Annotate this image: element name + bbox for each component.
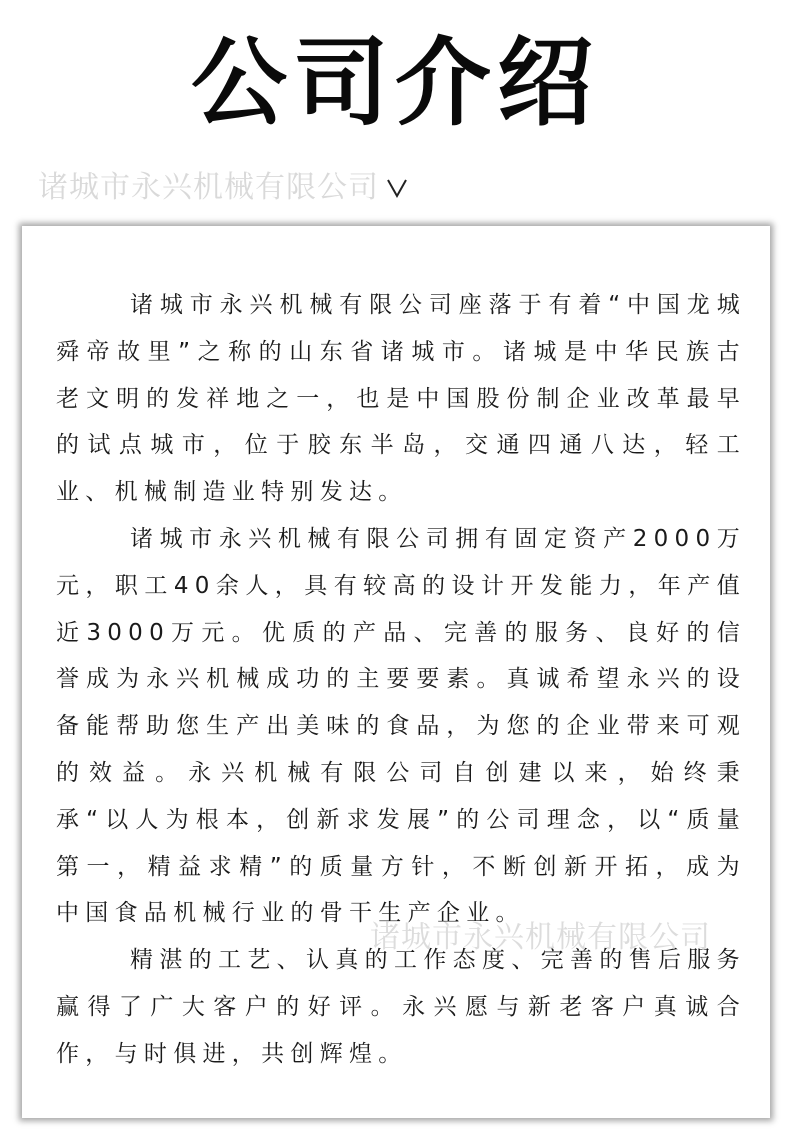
intro-text <box>56 282 746 1078</box>
page-title: 公司介绍 <box>191 27 599 139</box>
intro-card <box>22 226 770 1118</box>
paragraph-location: 诸城市永兴机械有限公司座落于有着“中国龙城舜帝故里”之称的山东省诸城市。诸城是中华民族古老文明的发祥地之一，也是中国股份制企业改革最早的试点城市，位于胶东半岛，交通四通八达，轻工业、机械制造业特别发达。 <box>56 292 746 506</box>
paragraph-company: 诸城市永兴机械有限公司拥有固定资产2000万元，职工40余人，具有较高的设计开发能力，年产值近3000万元。优质的产品、完善的服务、良好的信誉成为永兴机械成功的主要要素。真诚希望永兴的设备能帮助您生产出美味的食品，为您的企业带来可观的效益。永兴机械有限公司自创建以来，始终秉承“以人为根本，创新求发展”的公司理念，以“质量第一，精益求精”的质量方针，不断创新开拓，成为中国食品机械行业的骨干生产企业。 <box>56 525 746 927</box>
chevron-down-icon <box>386 176 408 200</box>
paragraph-service: 精湛的工艺、认真的工作态度、完善的售后服务赢得了广大客户的好评。永兴愿与新老客户真诚合作，与时俱进，共创辉煌。 <box>56 947 746 1067</box>
watermark-overlay: 诸城市永兴机械有限公司 <box>370 920 711 955</box>
watermark-text: 诸城市永兴机械有限公司 <box>38 170 379 205</box>
